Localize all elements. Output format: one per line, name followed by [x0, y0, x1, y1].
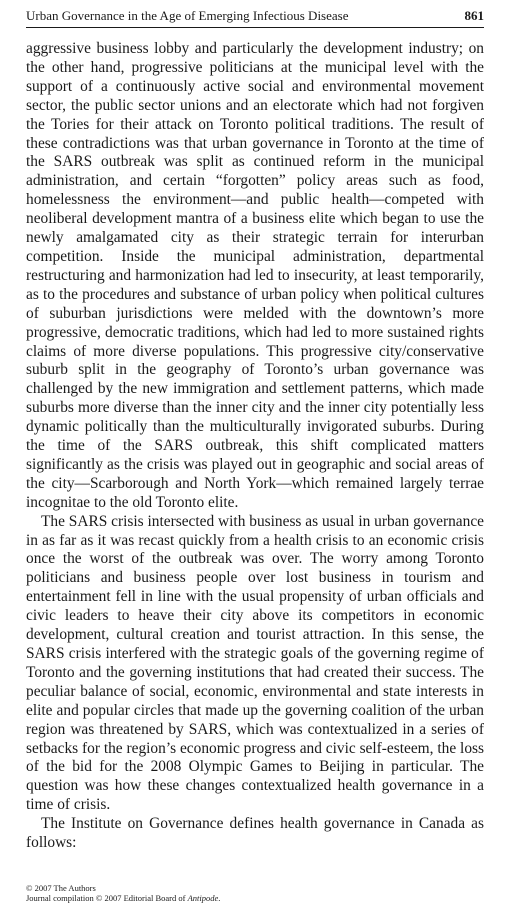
journal-name: Antipode: [187, 893, 219, 903]
journal-suffix: .: [218, 893, 221, 903]
copyright-line: © 2007 The Authors: [26, 883, 96, 893]
journal-prefix: Journal compilation © 2007 Editorial Board of: [26, 893, 188, 903]
article-body: [26, 40, 484, 853]
journal-compilation-line: [26, 893, 484, 903]
paragraph-continued: aggressive business lobby and particularly the development industry; on the other hand, progressive politicians at the municipal level with the support of a continuously active social and environmental movement sector, the public sector unions and an electorate which had not forgiven the Tories for their attack on Toronto political traditions. The result of these contradictions was that urban governance in Toronto at the time of the SARS outbreak was split as continued reform in the municipal administration, and certain “forgotten” policy areas such as food, homelessness the environment—and public health—competed with neoliberal development mantra of a business elite which began to use the newly amalgamated city as their strategic terrain for interurban competition. Inside the municipal administration, departmental restructuring and harmonization had led to insecurity, at least temporarily, as to the procedures and substance of urban policy when political cultures of suburban jurisdictions were melded with the downtown’s more progressive, democratic traditions, which had led to more sustained rights claims of more diverse populations. This progressive city/conservative suburb split in the geography of Toronto’s urban governance was challenged by the new immigration and settlement patterns, which made suburbs more diverse than the inner city and the inner city potentially less dynamic politically than the multiculturally invigorated suburbs. During the time of the SARS outbreak, this shift complicated matters significantly as the crisis was played out in geographic and social areas of the city—Scarborough and North York—which remained largely terrae incognitae to the old Toronto elite.: [26, 40, 484, 511]
running-title: Urban Governance in the Age of Emerging Infectious Disease: [26, 8, 349, 23]
page: [26, 8, 484, 853]
paragraph-institute-on-governance: The Institute on Governance defines health governance in Canada as follows:: [26, 815, 484, 852]
page-footer: [26, 883, 484, 903]
page-number: 861: [464, 8, 484, 23]
running-header: [26, 8, 484, 28]
paragraph-sars-crisis: The SARS crisis intersected with business as usual in urban governance in as far as it was recast quickly from a health crisis to an economic crisis once the worst of the outbreak was over. The worry among Toronto politicians and business people over lost business in tourism and entertainment fell in line with the usual propensity of urban officials and civic leaders to heave their city above its competitors in economic development, cultural creation and tourist attraction. In this sense, the SARS crisis interfered with the strategic goals of the governing regime of Toronto and the governing institutions that had created their success. The peculiar balance of social, economic, environmental and state interests in elite and popular circles that made up the governing coalition of the urban region was threatened by SARS, which was contextualized in a series of setbacks for the region’s economic progress and civic self-esteem, the loss of the bid for the 2008 Olympic Games to Beijing in particular. The question was how these changes contextualized health governance in a time of crisis.: [26, 512, 484, 814]
